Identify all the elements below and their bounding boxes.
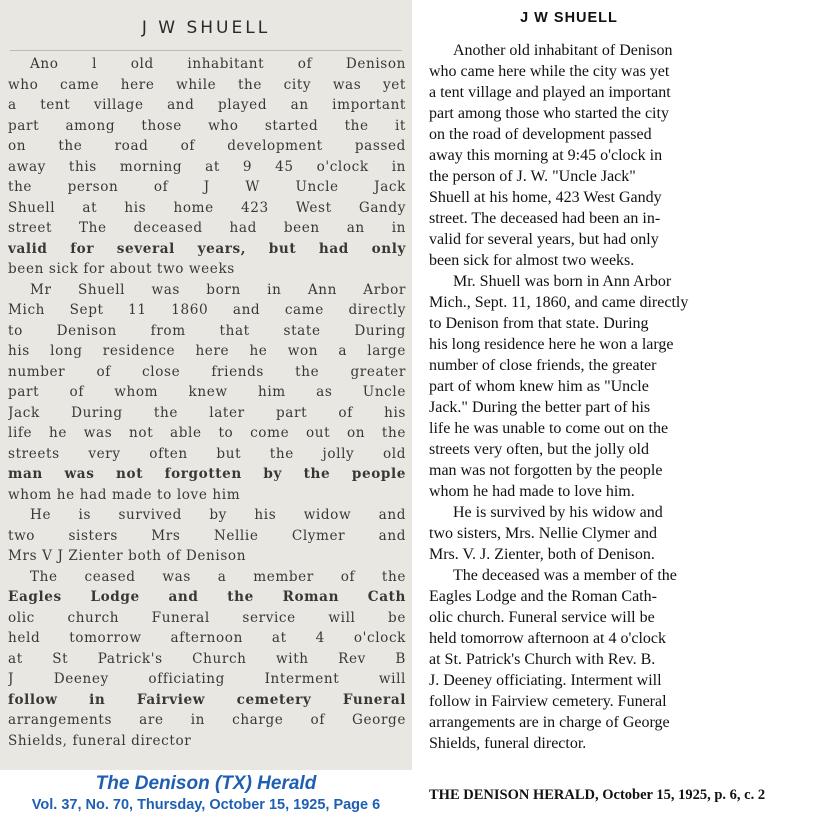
transcription-text-line: Eagles Lodge and the Roman Cath- [429,588,657,605]
transcription-text-line: part of whom knew him as "Uncle [429,378,649,395]
clipping-text-line: life he was not able to come out on the [8,425,406,441]
clipping-text-line: Mich Sept 11 1860 and came directly [8,302,406,318]
caption-issue-details: Vol. 37, No. 70, Thursday, October 15, 1925, Page 6 [31,797,381,813]
transcription-text-line: Mrs. V. J. Zienter, both of Denison. [429,546,655,563]
transcription-body [429,40,759,754]
transcription-text-line: arrangements are in charge of George [429,714,670,731]
citation-detail: , October 15, 1925, p. 6, c. 2 [594,787,766,803]
clipping-text-line: on the road of development passed [8,138,406,154]
transcription-text-line: The deceased was a member of the [453,567,677,584]
transcription-text-line: number of close friends, the greater [429,357,657,374]
caption-newspaper-title: The Denison (TX) Herald [95,773,317,794]
transcription-text-line: man was not forgotten by the people [429,462,663,479]
clipping-text-line: to Denison from that state During [8,322,406,339]
clipping-text-line: street The deceased had been an in [8,220,406,236]
transcription-text-line: life he was unable to come out on the [429,420,669,437]
transcription-text-line: two sisters, Mrs. Nellie Clymer and [429,525,657,542]
clipping-text-line: who came here while the city was yet [8,76,406,93]
transcription-text-line: held tomorrow afternoon at 4 o'clock [429,630,667,647]
clipping-text-line: held tomorrow afternoon at 4 o'clock [8,630,406,646]
transcription-text-line: Shuell at his home, 423 West Gandy [429,189,662,206]
clipping-text-line: valid for several years, but had only [8,240,406,257]
clipping-text-line: follow in Fairview cemetery Funeral [8,691,406,708]
clipping-headline: J W SHUELL [141,18,271,38]
clipping-text-line: at St Patrick's Church with Rev B [8,650,406,667]
clipping-text-line: Mr Shuell was born in Ann Arbor [30,281,406,298]
transcription-text-line: Mr. Shuell was born in Ann Arbor [453,273,672,290]
transcription-text-line: streets very often, but the jolly old [429,441,649,458]
clipping-text-line: Jack During the later part of his [8,404,406,421]
transcription-text-line: J. Deeney officiating. Interment will [429,672,662,689]
transcription-text-line: Another old inhabitant of Denison [453,42,673,59]
clipping-text-line: Ano l old inhabitant of Denison [30,56,406,72]
transcription-text-line: Shields, funeral director. [429,735,587,752]
transcription-text-line: the person of J. W. "Uncle Jack" [429,168,636,185]
clipping-text-line: J Deeney officiating Interment will [8,671,406,687]
clipping-text-line: away this morning at 9 45 o'clock in [8,158,406,175]
citation [429,787,809,804]
transcription-text-line: at St. Patrick's Church with Rev. B. [429,651,656,668]
transcription-text-line: to Denison from that state. During [429,315,649,332]
clipping-text-line: man was not forgotten by the people [8,466,406,482]
clipping-text-line: number of close friends the greater [8,363,406,380]
transcription-text-line: Mich., Sept. 11, 1860, and came directly [429,294,689,311]
clipping-divider [10,50,402,51]
newspaper-clipping-image [0,0,412,770]
clipping-text-line: his long residence here he won a large [8,343,406,359]
clipping-text-line: arrangements are in charge of George [8,712,406,728]
clipping-text-line: the person of J W Uncle Jack [8,179,406,195]
clipping-text-line: part of whom knew him as Uncle [8,384,406,400]
clipping-text-line: two sisters Mrs Nellie Clymer and [8,527,406,544]
clipping-caption [0,772,412,814]
clipping-text-line: He is survived by his widow and [30,507,406,523]
clipping-text-line: Shields, funeral director [8,732,192,749]
transcription-text-line: been sick for almost two weeks. [429,252,635,269]
clipping-text-line: Eagles Lodge and the Roman Cath [8,589,406,605]
clipping-body [8,54,406,751]
clipping-text-line: Shuell at his home 423 West Gandy [8,199,406,216]
transcription-text-line: He is survived by his widow and [453,504,663,521]
transcription-text-line: follow in Fairview cemetery. Funeral [429,693,667,710]
transcription-text-line: who came here while the city was yet [429,63,670,80]
transcription-column [429,10,759,754]
citation-source: THE DENISON HERALD [429,787,595,803]
transcription-text-line: part among those who started the city [429,105,669,122]
transcription-text-line: his long residence here he won a large [429,336,674,353]
transcription-text-line: away this morning at 9:45 o'clock in [429,147,663,164]
transcription-text-line: street. The deceased had been an in- [429,210,661,227]
clipping-text-line: streets very often but the jolly old [8,445,406,462]
clipping-text-line: part among those who started the it [8,117,406,134]
transcription-text-line: olic church. Funeral service will be [429,609,655,626]
clipping-text-line: been sick for about two weeks [8,261,235,277]
clipping-text-line: a tent village and played an important [8,97,406,113]
clipping-text-line: The ceased was a member of the [30,568,406,585]
transcription-text-line: whom he had made to love him. [429,483,635,500]
transcription-text-line: a tent village and played an important [429,84,671,101]
transcription-headline: J W SHUELL [520,10,618,26]
transcription-text-line: valid for several years, but had only [429,231,659,248]
transcription-text-line: on the road of development passed [429,126,652,143]
clipping-text-line: olic church Funeral service will be [8,609,406,626]
clipping-text-line: Mrs V J Zienter both of Denison [8,548,247,564]
clipping-text-line: whom he had made to love him [8,486,241,503]
transcription-text-line: Jack." During the better part of his [429,399,651,416]
